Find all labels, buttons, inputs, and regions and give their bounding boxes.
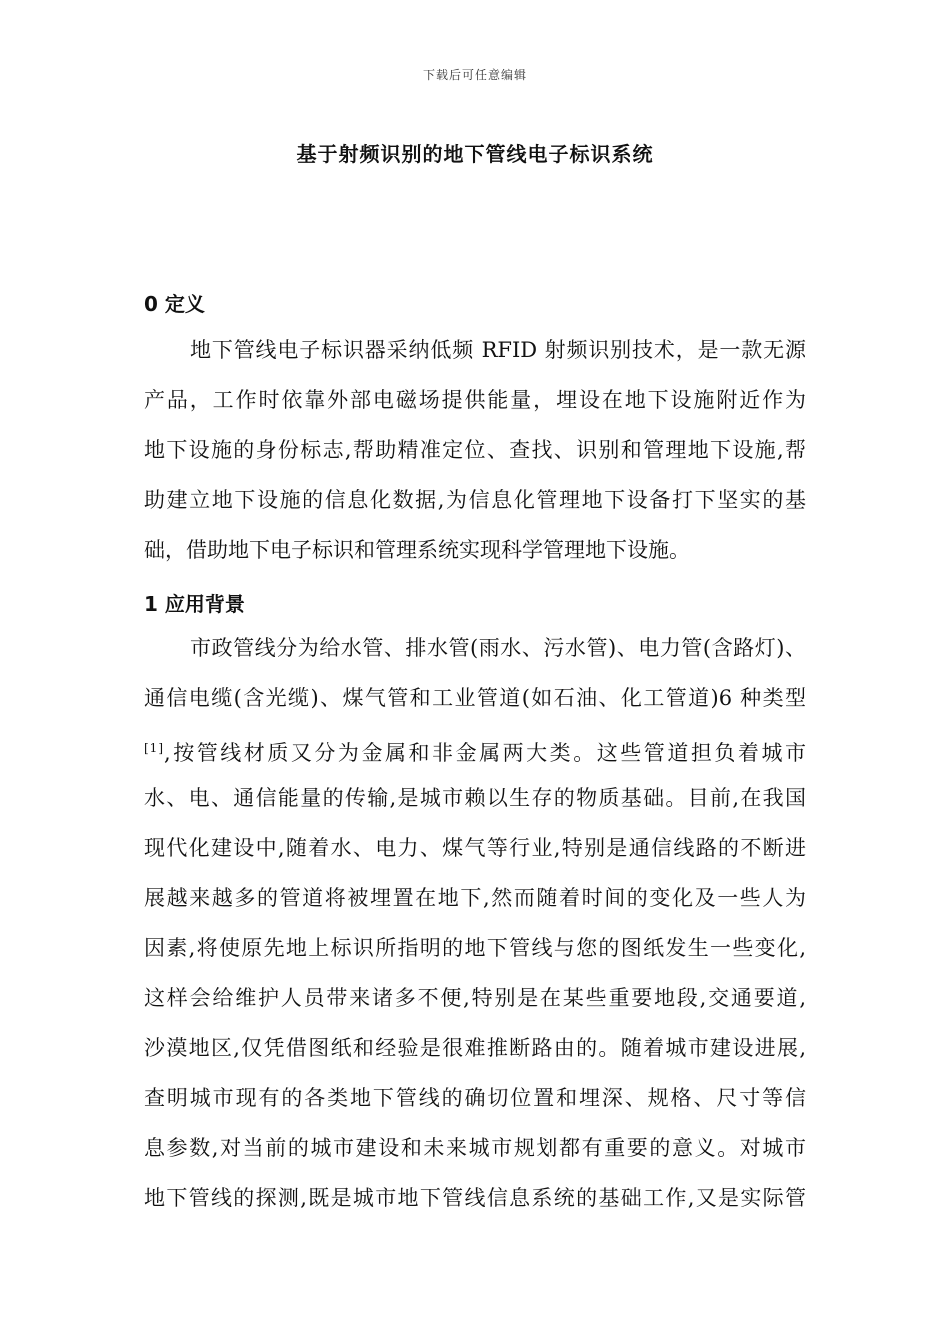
paragraph-line: 因素,将使原先地上标识所指明的地下管线与您的图纸发生一些变化, xyxy=(144,936,806,960)
paragraph-line: 息参数,对当前的城市建设和未来城市规划都有重要的意义。对城市 xyxy=(144,1136,806,1160)
paragraph-line: 助建立地下设施的信息化数据,为信息化管理地下设备打下坚实的基 xyxy=(144,488,806,512)
paragraph-line: 础，借助地下电子标识和管理系统实现科学管理地下设施。 xyxy=(144,538,690,562)
paragraph-line: 沙漠地区,仅凭借图纸和经验是很难推断路由的。随着城市建设进展, xyxy=(144,1036,806,1060)
paragraph-line: 市政管线分为给水管、排水管(雨水、污水管)、电力管(含路灯)、 xyxy=(190,636,806,660)
paragraph-line: 查明城市现有的各类地下管线的确切位置和埋深、规格、尺寸等信 xyxy=(144,1086,806,1110)
paragraph-line: 地下管线的探测,既是城市地下管线信息系统的基础工作,又是实际管 xyxy=(144,1186,806,1210)
header-note: 下载后可任意编辑 xyxy=(422,68,527,82)
paragraph-line: 通信电缆(含光缆)、煤气管和工业管道(如石油、化工管道)6 种类型 xyxy=(144,686,806,710)
paragraph-line: 现代化建设中,随着水、电力、煤气等行业,特别是通信线路的不断进 xyxy=(144,836,806,860)
paragraph-line: 这样会给维护人员带来诸多不便,特别是在某些重要地段,交通要道, xyxy=(144,986,806,1010)
paragraph-line: 地下管线电子标识器采纳低频 RFID 射频识别技术，是一款无源 xyxy=(190,338,806,362)
paragraph-line xyxy=(144,736,806,765)
section-heading-background: 1 应用背景 xyxy=(144,592,245,616)
document-title: 基于射频识别的地下管线电子标识系统 xyxy=(296,142,654,166)
paragraph-line: 产品，工作时依靠外部电磁场提供能量，埋设在地下设施附近作为 xyxy=(144,388,806,412)
section-heading-definition: 0 定义 xyxy=(144,292,205,316)
paragraph-line: 水、电、通信能量的传输,是城市赖以生存的物质基础。目前,在我国 xyxy=(144,786,806,810)
citation-marker: [1] xyxy=(144,741,164,755)
paragraph-line: 地下设施的身份标志,帮助精准定位、查找、识别和管理地下设施,帮 xyxy=(144,438,806,462)
paragraph-line: 展越来越多的管道将被埋置在地下,然而随着时间的变化及一些人为 xyxy=(144,886,806,910)
paragraph-line-text: ,按管线材质又分为金属和非金属两大类。这些管道担负着城市 xyxy=(164,741,806,765)
